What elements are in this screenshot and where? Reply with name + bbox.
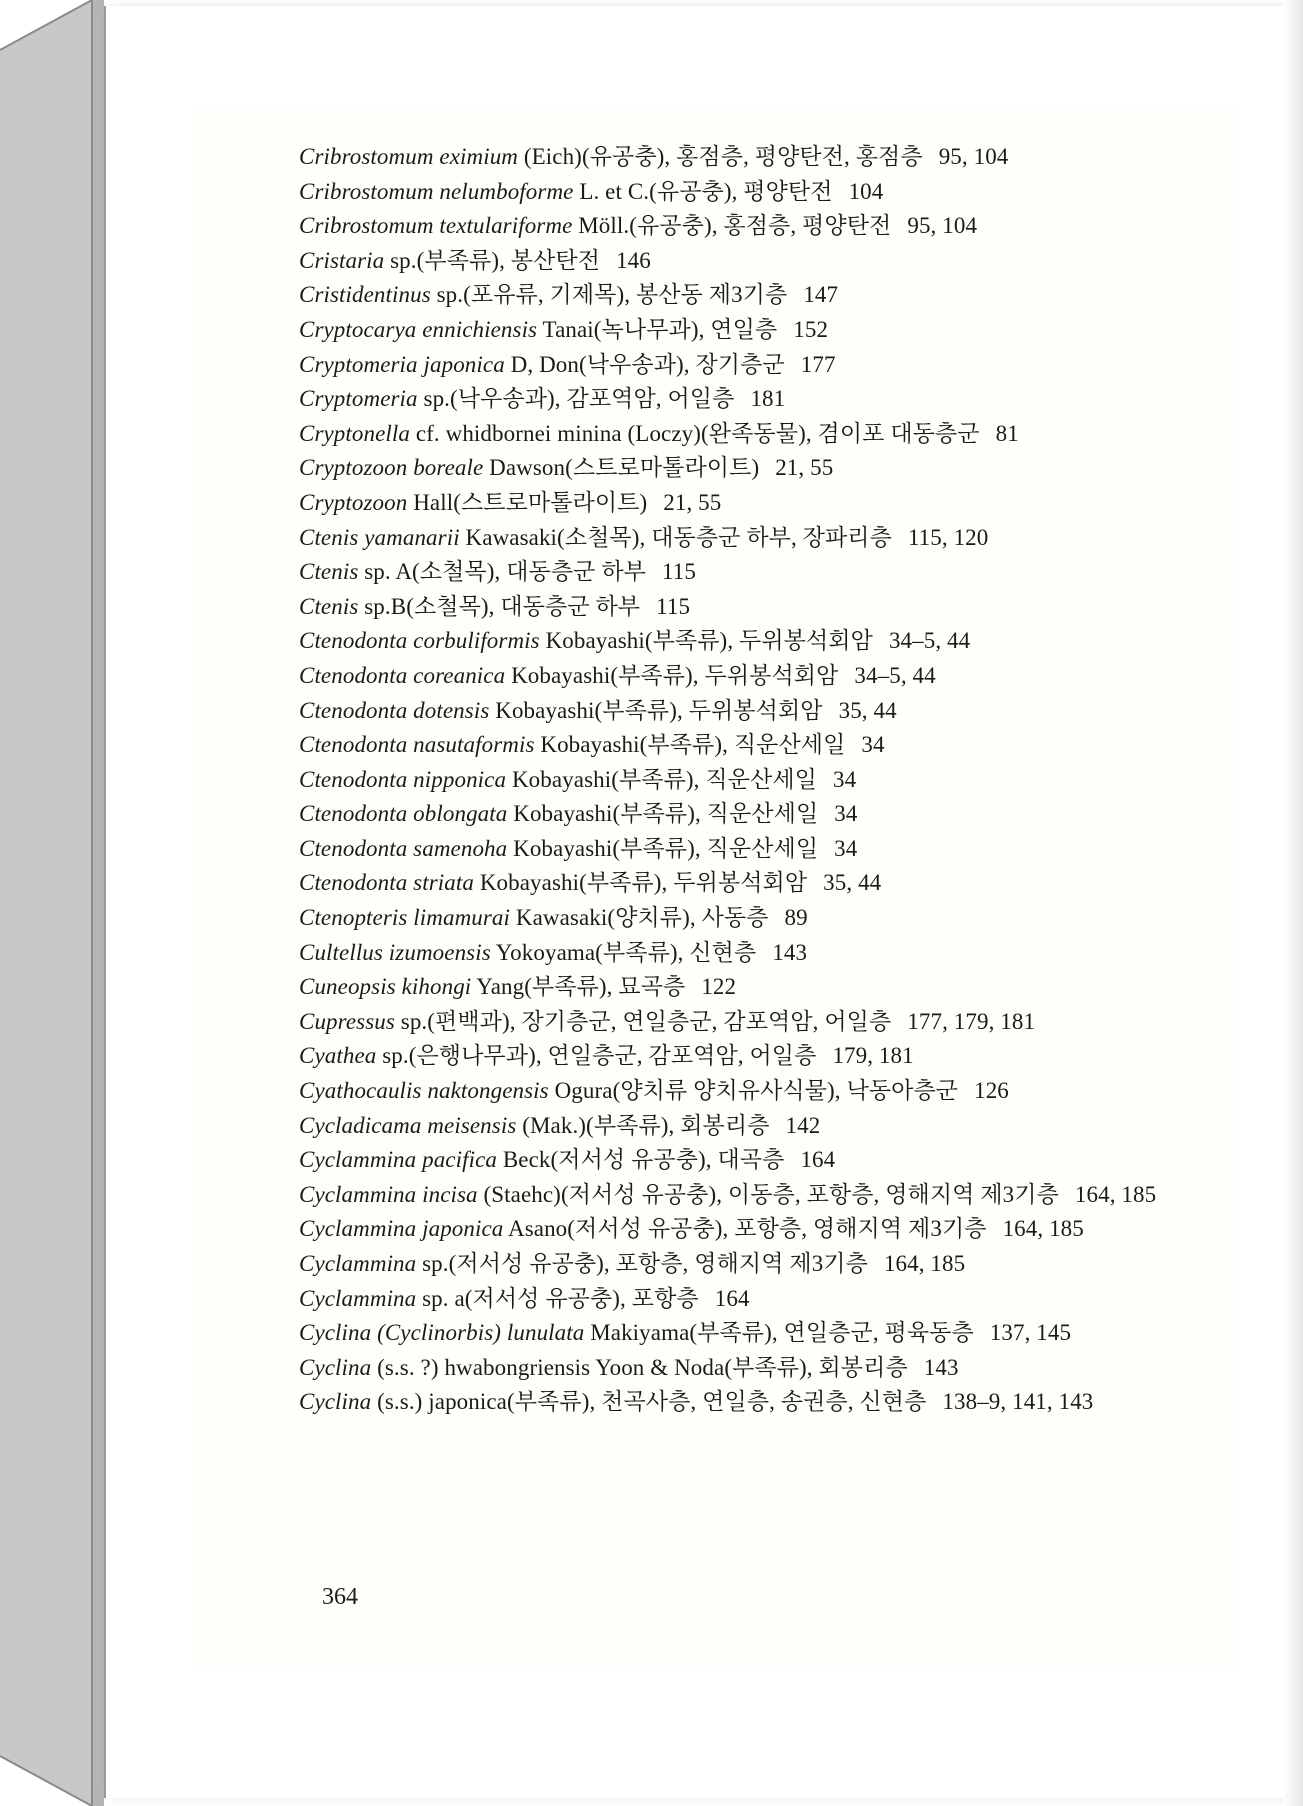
entry-description: sp. A(소철목), 대동층군 하부 [364, 559, 646, 585]
page-references: 35, 44 [838, 697, 897, 723]
entry-description: sp.(편백과), 장기층군, 연일층군, 감포역암, 어일층 [400, 1008, 892, 1034]
entry-description: Kobayashi(부족류), 직운산세일 [513, 835, 819, 861]
page-references: 21, 55 [663, 489, 722, 515]
page-references: 177, 179, 181 [907, 1008, 1036, 1034]
entry-description: D, Don(낙우송과), 장기층군 [510, 351, 785, 377]
entry-description: sp. a(저서성 유공충), 포항층 [422, 1285, 699, 1311]
taxon-name: Cyclammina incisa [299, 1181, 478, 1207]
page-references: 95, 104 [907, 213, 978, 239]
entry-description: (Eich)(유공충), 홍점층, 평양탄전, 홍점층 [523, 144, 923, 169]
page-references: 152 [793, 316, 829, 342]
entry-description: Kobayashi(부족류), 두위봉석회암 [545, 628, 873, 654]
taxon-name: Cupressus [299, 1008, 395, 1034]
page-references: 89 [784, 905, 808, 931]
index-entry [299, 936, 1179, 971]
taxon-name: Cyclammina [299, 1285, 417, 1311]
taxon-name: Ctenis yamanarii [299, 524, 460, 550]
index-entry [299, 244, 1179, 279]
index-entry [299, 382, 1179, 417]
taxon-name: Ctenodonta striata [299, 870, 474, 896]
page-edge-shadow [1283, 0, 1303, 1806]
index-entry [299, 659, 1179, 694]
page-references: 115, 120 [907, 524, 989, 550]
page-references: 35, 44 [823, 870, 882, 896]
entry-description: Kawasaki(양치류), 사동층 [515, 905, 769, 931]
entry-description: Asano(저서성 유공충), 포항층, 영해지역 제3기층 [508, 1216, 987, 1242]
entry-description: sp.(은행나무과), 연일층군, 감포역암, 어일층 [382, 1043, 817, 1069]
index-entry [299, 763, 1179, 798]
index-entry [299, 901, 1179, 936]
taxon-name: Ctenopteris limamurai [299, 905, 511, 931]
page-references: 164, 185 [883, 1251, 966, 1276]
page-references: 104 [848, 178, 884, 204]
entry-description: Kobayashi(부족류), 직운산세일 [540, 732, 846, 758]
taxon-name: Cyclammina pacifica [299, 1147, 497, 1173]
taxon-name: Ctenis [299, 593, 359, 619]
index-entry [299, 590, 1179, 625]
page-references: 115 [661, 559, 696, 585]
taxon-name: Ctenodonta samenoha [299, 835, 508, 861]
index-entry [299, 140, 1179, 175]
entry-description: (Staehc)(저서성 유공충), 이동층, 포항층, 영해지역 제3기층 [483, 1181, 1059, 1207]
index-entry [299, 451, 1179, 486]
index-entry [299, 1143, 1179, 1178]
taxon-name: Ctenodonta corbuliformis [299, 628, 540, 654]
entry-description: Makiyama(부족류), 연일층군, 평육동층 [590, 1320, 974, 1346]
taxon-name: Cycladicama meisensis [299, 1112, 517, 1138]
page-references: 126 [974, 1078, 1009, 1104]
entry-description: Kobayashi(부족류), 직운산세일 [513, 801, 819, 827]
taxon-name: Cryptocarya ennichiensis [299, 316, 538, 342]
page-references: 34 [861, 732, 885, 758]
taxon-name: Cyclina [299, 1389, 372, 1415]
page-references: 142 [785, 1112, 821, 1138]
index-entry [299, 1351, 1179, 1386]
taxon-name: Cristaria [299, 247, 385, 273]
page-references: 164, 185 [1074, 1181, 1157, 1207]
entry-description: Hall(스트로마톨라이트) [413, 489, 648, 515]
entry-description: Kobayashi(부족류), 두위봉석회암 [495, 697, 823, 723]
taxon-name: Cryptomeria [299, 386, 418, 412]
entry-description: Möll.(유공충), 홍점층, 평양탄전 [578, 213, 892, 239]
taxon-name: Cryptozoon [299, 489, 408, 515]
entry-description: (s.s.) japonica(부족류), 천곡사층, 연일층, 송권층, 신현층 [377, 1389, 927, 1415]
entry-description: Yang(부족류), 묘곡층 [476, 974, 686, 1000]
taxon-name: Ctenodonta nasutaformis [299, 732, 535, 758]
index-entry [299, 348, 1179, 383]
taxon-name: Cribrostomum textulariforme [299, 213, 573, 239]
entry-description: (Mak.)(부족류), 회봉리층 [522, 1112, 770, 1138]
page-number: 364 [322, 1584, 358, 1610]
entry-description: Tanai(녹나무과), 연일층 [542, 316, 778, 342]
index-entry [299, 278, 1179, 313]
book-spine [0, 0, 104, 1806]
page-references: 34–5, 44 [888, 628, 971, 654]
taxon-name: Cryptozoon boreale [299, 455, 484, 481]
entry-description: cf. whidbornei minina (Loczy)(완족동물), 겸이포 대동층군 [415, 420, 980, 446]
page-references: 95, 104 [938, 144, 1009, 169]
page-references: 34–5, 44 [854, 662, 936, 688]
entry-description: sp.(저서성 유공충), 포항층, 영해지역 제3기층 [422, 1251, 868, 1276]
taxon-name: Ctenodonta oblongata [299, 801, 508, 827]
page-references: 34 [834, 801, 858, 827]
entry-description: Kobayashi(부족류), 두위봉석회암 [511, 662, 839, 688]
index-entry [299, 866, 1179, 901]
page-references: 21, 55 [775, 455, 834, 481]
index-entry [299, 1005, 1179, 1040]
index-entry [299, 175, 1179, 210]
page-references: 143 [772, 939, 808, 965]
index-entry [299, 521, 1179, 556]
page-references: 177 [800, 351, 836, 377]
index-entry [299, 1212, 1179, 1247]
index-entry [299, 555, 1179, 590]
taxon-name: Cuneopsis kihongi [299, 974, 472, 1000]
entry-description: Kobayashi(부족류), 직운산세일 [511, 766, 817, 792]
index-entry [299, 832, 1179, 867]
index-entry [299, 694, 1179, 729]
entry-description: sp.(부족류), 봉산탄전 [390, 247, 601, 273]
entry-description: Ogura(양치류 양치유사식물), 낙동아층군 [554, 1078, 959, 1104]
page-references: 164 [714, 1285, 750, 1311]
taxon-name: Cyathea [299, 1043, 377, 1069]
entry-description: L. et C.(유공충), 평양탄전 [579, 178, 833, 204]
index-entry [299, 970, 1179, 1005]
page-references: 146 [616, 247, 651, 273]
page-references: 34 [832, 766, 857, 792]
index-entry [299, 728, 1179, 763]
index-entry [299, 1178, 1179, 1213]
taxon-name: Cyclammina japonica [299, 1216, 504, 1242]
page-references: 179, 181 [832, 1043, 914, 1069]
page-references: 164, 185 [1002, 1216, 1084, 1242]
page-references: 143 [923, 1354, 959, 1380]
page-references: 147 [803, 282, 839, 308]
page-references: 137, 145 [989, 1320, 1072, 1346]
entry-description: Kawasaki(소철목), 대동층군 하부, 장파리층 [465, 524, 892, 550]
taxon-name: Cristidentinus [299, 282, 431, 308]
index-entries [299, 140, 1179, 1420]
taxon-name: Cyclammina [299, 1251, 417, 1276]
entry-description: Dawson(스트로마톨라이트) [489, 455, 760, 481]
index-entry [299, 209, 1179, 244]
page-references: 115 [656, 593, 691, 619]
taxon-name: Ctenodonta dotensis [299, 697, 490, 723]
taxon-name: Cryptomeria japonica [299, 351, 505, 377]
entry-description: Kobayashi(부족류), 두위봉석회암 [479, 870, 808, 896]
index-entry [299, 797, 1179, 832]
taxon-name: Cryptonella [299, 420, 410, 446]
index-entry [299, 1039, 1179, 1074]
entry-description: sp.(낙우송과), 감포역암, 어일층 [423, 386, 735, 412]
index-entry [299, 1385, 1179, 1420]
entry-description: sp.B(소철목), 대동층군 하부 [364, 593, 641, 619]
taxon-name: Cribrostomum eximium [299, 144, 519, 169]
index-entry [299, 486, 1179, 521]
index-entry [299, 1247, 1179, 1282]
taxon-name: Cyclina (Cyclinorbis) lunulata [299, 1320, 585, 1346]
page-references: 122 [701, 974, 737, 1000]
entry-description: sp.(포유류, 기제목), 봉산동 제3기층 [436, 282, 788, 308]
taxon-name: Cribrostomum nelumboforme [299, 178, 574, 204]
page-references: 181 [750, 386, 786, 412]
index-entry [299, 313, 1179, 348]
taxon-name: Cultellus izumoensis [299, 939, 491, 965]
taxon-name: Cyclina [299, 1354, 372, 1380]
page-references: 81 [995, 420, 1019, 446]
page-references: 34 [834, 835, 858, 861]
index-entry [299, 1109, 1179, 1144]
entry-description: Yokoyama(부족류), 신현층 [495, 939, 757, 965]
index-entry [299, 1316, 1179, 1351]
index-entry [299, 624, 1179, 659]
entry-description: Beck(저서성 유공충), 대곡층 [502, 1147, 785, 1173]
index-entry [299, 1074, 1179, 1109]
taxon-name: Cyathocaulis naktongensis [299, 1078, 549, 1104]
taxon-name: Ctenodonta nipponica [299, 766, 507, 792]
taxon-name: Ctenis [299, 559, 359, 585]
index-entry [299, 1282, 1179, 1317]
index-entry [299, 417, 1179, 452]
page-references: 164 [800, 1147, 836, 1173]
taxon-name: Ctenodonta coreanica [299, 662, 506, 688]
page-references: 138–9, 141, 143 [942, 1389, 1094, 1415]
entry-description: (s.s. ?) hwabongriensis Yoon & Noda(부족류), 회봉리층 [377, 1354, 908, 1380]
